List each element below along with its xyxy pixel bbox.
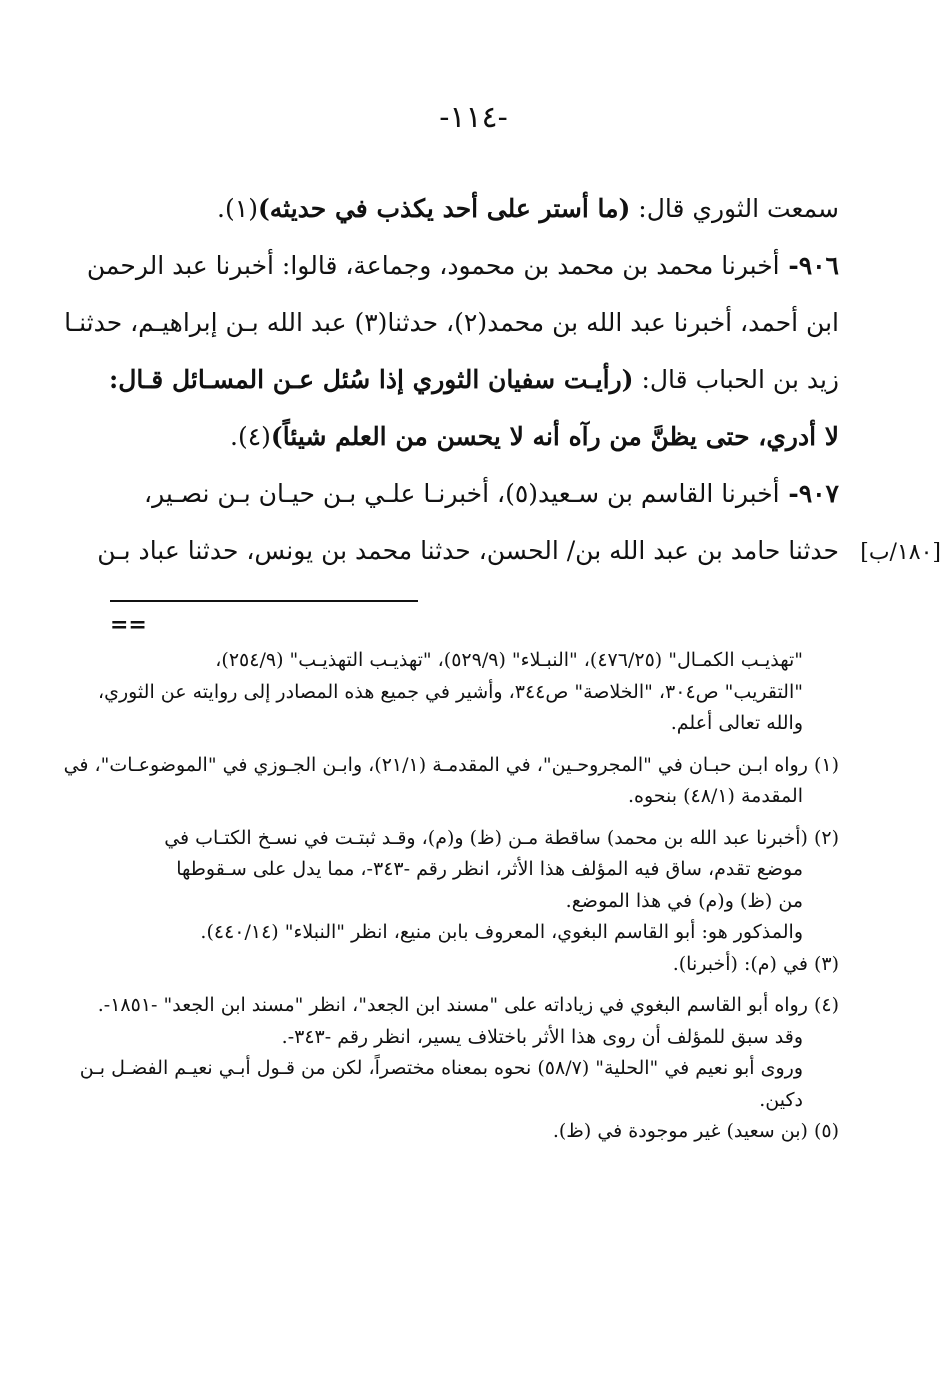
footnote-line: المقدمة (٤٨/١) بنحوه. [627, 785, 803, 807]
text-segment: سمعت الثوري قال: [630, 194, 839, 223]
footnote-line: والمذكور هو: أبو القاسم البغوي، المعروف بابن منيع، انظر "النبلاء" (٤٤٠/١٤). [200, 921, 803, 943]
footnotes [63, 645, 839, 1148]
footnote-line: والله تعالى أعلم. [670, 712, 803, 734]
footnote-ref: (٥) [505, 479, 539, 508]
text-segment: عبد الله بـن إبراهيـم، حدثنـا [64, 308, 355, 337]
main-text [64, 180, 839, 579]
entry-number: ٩٠٦- [779, 251, 839, 280]
footnote-ref: (٤). [230, 422, 271, 451]
footnote-line: من (ظ) و(م) في هذا الموضع. [565, 889, 803, 912]
text-segment: حدثنا حامد بن عبد الله بن/ الحسن، حدثنا محمد بن يونس، حدثنا عباد بـن [97, 536, 839, 565]
quote-bold: لا أدري، حتى يظنَّ من رآه أنه لا يحسن من العلم شيئاً) [270, 422, 839, 451]
text-segment: ابن أحمد، أخبرنا عبد الله بن محمد [487, 308, 839, 337]
text-segment: ، أخبرنـا علـي بـن حيـان بـن نصـير، [144, 479, 506, 508]
text-line-4 [109, 351, 839, 408]
text-segment: أخبرنا القاسم بن سـعيد [538, 479, 780, 508]
quote-bold: (رأيـت سفيان الثوري إذا سُئل عـن المسـائل قـال: [108, 365, 634, 394]
footnote-ref: (٣) [354, 308, 388, 337]
page-number: -١١٤- [439, 100, 508, 135]
footnote-1: (١) رواه ابـن حبـان في "المجروحـين"، في المقدمـة (٢١/١)، وابـن الجـوزي في "الموضوعـات"، في [63, 753, 839, 776]
footnote-5: (٥) (بن سعيد) غير موجودة في (ظ). [552, 1120, 839, 1142]
entry-number: ٩٠٧- [779, 479, 839, 508]
text-line-3 [64, 294, 839, 351]
quote-bold: (ما أستر على أحد يكذب في حديثه) [257, 194, 631, 223]
text-segment: ، حدثنا [387, 308, 455, 337]
continuation-mark: == [110, 612, 147, 638]
footnote-3: (٣) في (م): (أخبرنا). [672, 952, 839, 975]
footnote-line: وقد سبق للمؤلف أن روى هذا الأثر باختلاف يسير، انظر رقم -٣٤٣-. [281, 1025, 803, 1048]
text-line-6 [109, 465, 839, 522]
footnote-line: وروى أبو نعيم في "الحلية" (٥٨/٧) نحوه بمعناه مختصراً، لكن من قـول أبـي نعيـم الفضـل بـن [79, 1057, 803, 1079]
footnote-line: "تهذيـب الكمـال" (٤٧٦/٢٥)، "النبـلاء" (٥٢٩/٩)، "تهذيـب التهذيـب" (٢٥٤/٩)، [215, 649, 803, 671]
text-line-7 [97, 522, 839, 579]
footnote-line: "التقريب" ص٣٠٤، "الخلاصة" ص٣٤٤، وأشير في جميع هذه المصادر إلى روايته عن الثوري، [97, 680, 803, 703]
footnote-line: موضع تقدم، ساق فيه المؤلف هذا الأثر، انظر رقم -٣٤٣-، مما يدل على سـقوطها [176, 858, 803, 880]
footnote-line: دكين. [759, 1088, 803, 1111]
text-line-5 [109, 408, 839, 465]
footnote-rule [110, 600, 418, 602]
text-segment: أخبرنا محمد بن محمد بن محمود، وجماعة، قالوا: أخبرنا عبد الرحمن [86, 251, 780, 280]
text-line-1 [109, 180, 839, 237]
text-line-2 [86, 237, 839, 294]
footnote-ref: (١). [217, 194, 258, 223]
footnote-2: (٢) (أخبرنا عبد الله بن محمد) ساقطة مـن (ظ) و(م)، وقـد ثبتـت في نسـخ الكتـاب في [164, 826, 839, 849]
text-segment: زيد بن الحباب قال: [633, 365, 839, 394]
footnote-ref: (٢) [454, 308, 488, 337]
manuscript-folio-marker: [١٨٠/ب] [860, 540, 941, 565]
footnote-4: (٤) رواه أبو القاسم البغوي في زياداته على "مسند ابن الجعد"، انظر "مسند ابن الجعد" -١٨٥١-. [97, 994, 839, 1016]
